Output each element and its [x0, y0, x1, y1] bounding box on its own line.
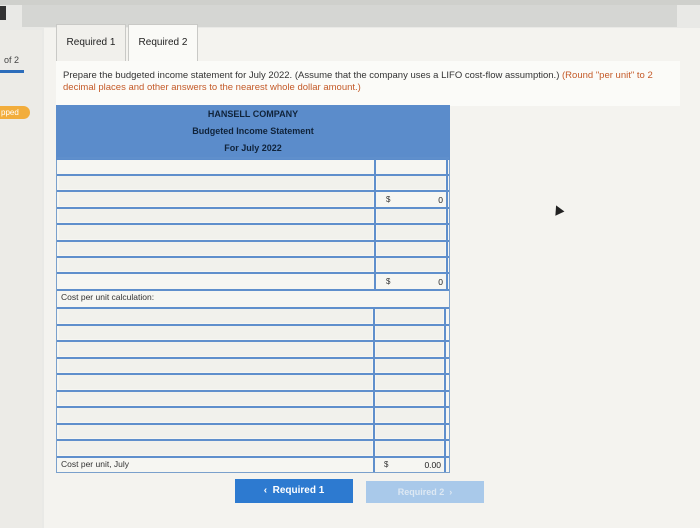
statement-label-input[interactable]: [59, 242, 373, 255]
cost-calc-amount-input[interactable]: [376, 326, 443, 339]
statement-label-input[interactable]: [59, 258, 373, 271]
cost-calc-amount-input[interactable]: [376, 441, 443, 455]
instructions-text: [63, 70, 678, 94]
cost-calc-label-input[interactable]: [59, 359, 372, 372]
question-navigator-panel: [0, 30, 42, 528]
statement-label-input[interactable]: [59, 176, 373, 189]
dollar-sign: $: [386, 277, 391, 286]
amount-input[interactable]: [377, 209, 445, 222]
corner-mark: [0, 6, 6, 20]
amount-input[interactable]: [377, 242, 445, 255]
cost-calc-label-input[interactable]: [59, 441, 372, 455]
skipped-badge[interactable]: pped: [0, 106, 30, 119]
prev-button-label: Required 1: [272, 485, 325, 496]
amount-input[interactable]: [377, 258, 445, 271]
column-divider: [446, 157, 448, 291]
statement-label-input[interactable]: [59, 209, 373, 222]
amount-value[interactable]: 0: [438, 195, 443, 205]
cost-calc-amount-input[interactable]: [376, 359, 443, 372]
column-divider: [444, 307, 446, 472]
tab-required-2[interactable]: Required 2: [128, 24, 198, 62]
column-divider: [374, 157, 376, 291]
cost-calc-label-input[interactable]: [59, 392, 372, 405]
total-amount-value[interactable]: 0: [438, 277, 443, 287]
statement-label-input[interactable]: [59, 225, 373, 239]
cost-calc-label: Cost per unit calculation:: [61, 292, 155, 302]
statement-title: Budgeted Income Statement: [192, 126, 314, 136]
cost-calc-label-input[interactable]: [59, 326, 372, 339]
cost-calc-amount-input[interactable]: [376, 392, 443, 405]
tab-required-1[interactable]: Required 1: [56, 24, 126, 62]
cost-calc-amount-input[interactable]: [376, 375, 443, 389]
next-button-label: Required 2: [397, 487, 445, 497]
pager-progress-bar: [0, 70, 24, 73]
cost-calc-label-input[interactable]: [59, 375, 372, 389]
row-divider: [57, 456, 449, 458]
instructions-main: Prepare the budgeted income statement for July 2022. (Assume that the company uses a LIFO cost-flow assumption.): [63, 70, 560, 81]
cost-per-unit-value[interactable]: 0.00: [424, 460, 441, 470]
company-name: HANSELL COMPANY: [207, 109, 299, 119]
cost-calc-label-input[interactable]: [59, 425, 372, 438]
cost-calc-label-input[interactable]: [59, 408, 372, 422]
statement-label-input[interactable]: [59, 192, 373, 206]
cost-calc-amount-input[interactable]: [376, 309, 443, 323]
cost-calc-amount-input[interactable]: [376, 408, 443, 422]
dollar-sign: $: [386, 195, 391, 204]
chevron-right-icon: ›: [444, 487, 453, 497]
statement-header: [56, 105, 450, 160]
cost-per-unit-label: Cost per unit, July: [61, 459, 130, 469]
amount-input[interactable]: [377, 225, 445, 239]
cost-calc-label-input[interactable]: [59, 342, 372, 356]
column-divider: [373, 307, 375, 472]
prev-required-button[interactable]: [235, 479, 353, 503]
cost-calc-amount-input[interactable]: [376, 425, 443, 438]
chevron-left-icon: ‹: [263, 485, 273, 496]
statement-period: For July 2022: [224, 143, 282, 153]
cost-calc-amount-input[interactable]: [376, 342, 443, 356]
row-divider: [57, 289, 449, 291]
pager-indicator: of 2: [4, 55, 20, 65]
row-divider: [57, 157, 449, 159]
dollar-sign: $: [384, 460, 389, 469]
amount-input[interactable]: [377, 176, 445, 189]
cost-calc-label-input[interactable]: [59, 309, 372, 323]
instructions-rounding-note: (Round "per unit" to 2 decimal places and other answers to the nearest whole dollar amount.): [63, 70, 653, 93]
row-divider: [57, 272, 449, 274]
next-required-button[interactable]: [366, 481, 484, 503]
